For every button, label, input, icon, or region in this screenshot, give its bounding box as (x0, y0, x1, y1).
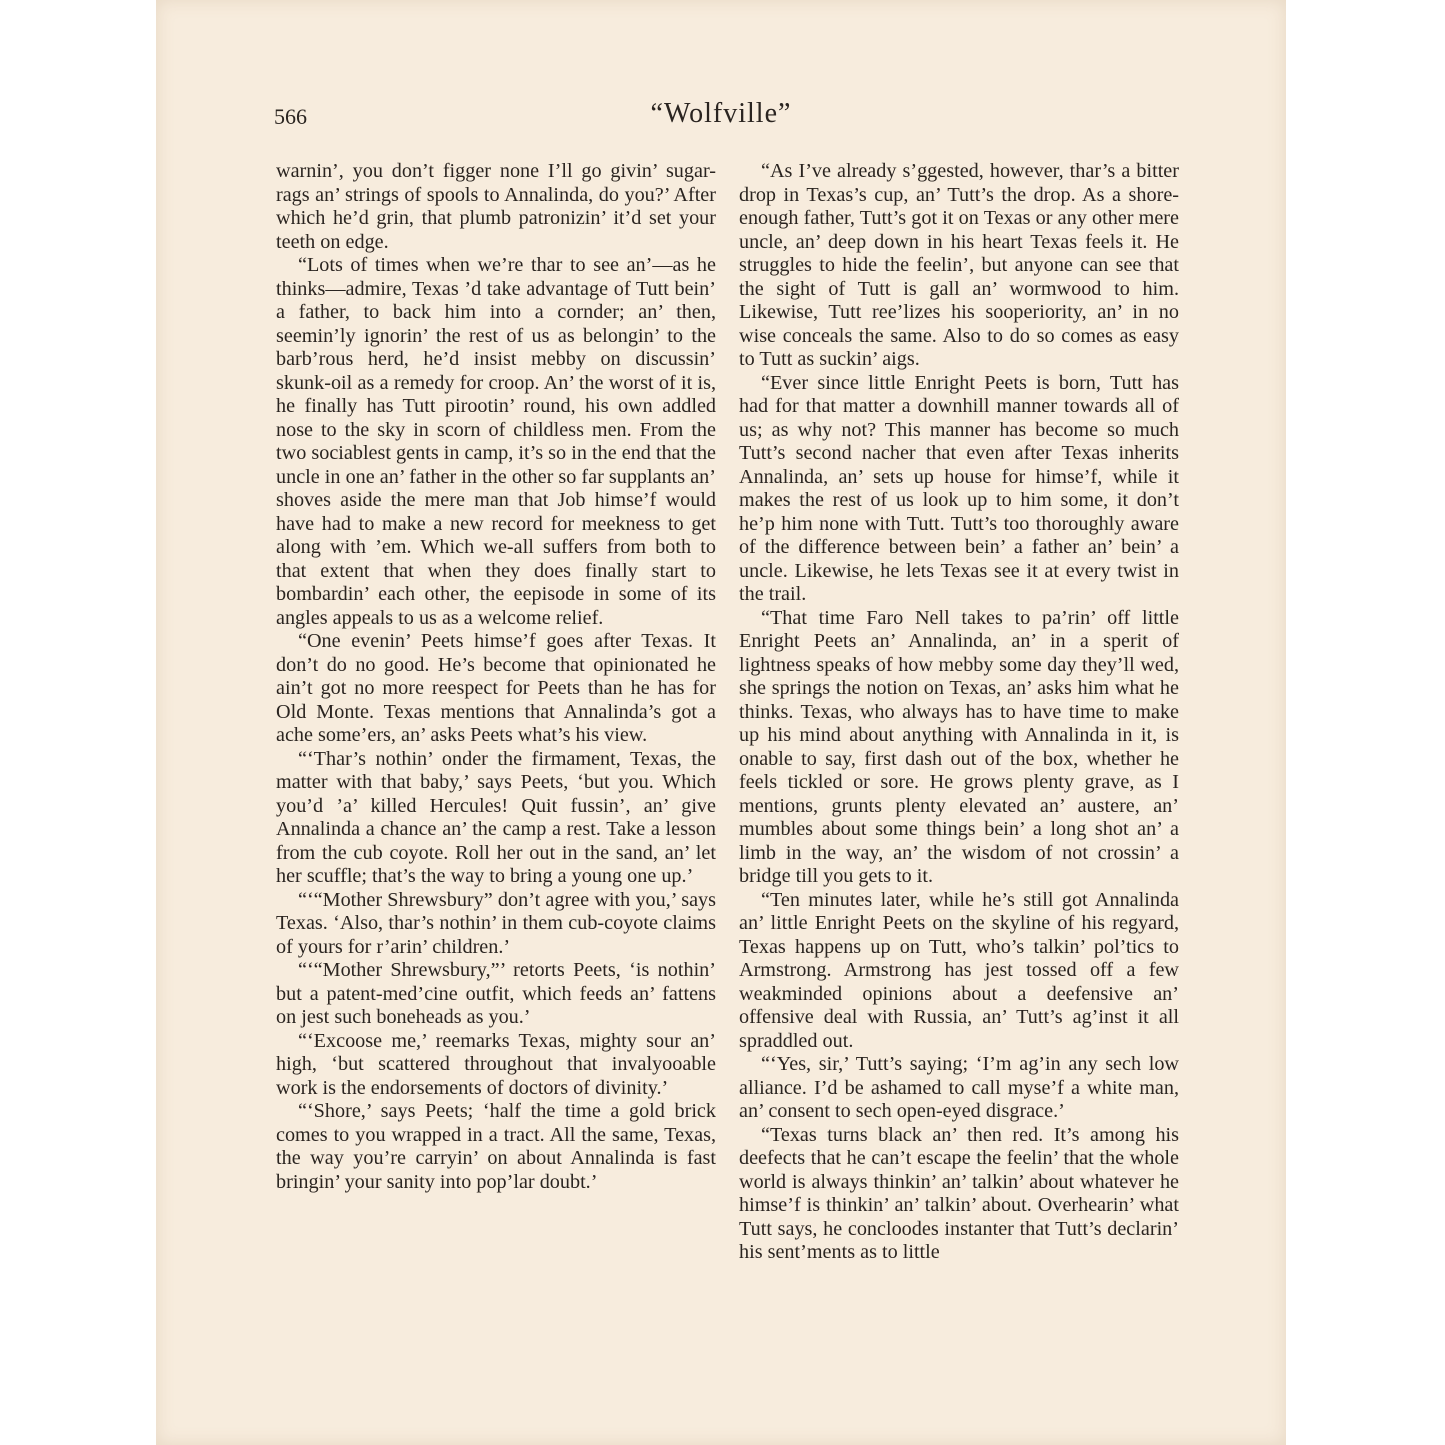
paragraph: “‘Yes, sir,’ Tutt’s saying; ‘I’m ag’in any sech low alliance. I’d be ashamed to call myse’f a white man, an’ consent to sech open-eyed disgrace.’ (739, 1053, 1179, 1122)
paragraph: “Ever since little Enright Peets is born, Tutt has had for that matter a downhill manner towards all of us; as why not? This manner has become so much Tutt’s second nacher that even after Texas inherits Annalinda, an’ sets up house for himse’f, while it makes the rest of us look up to him some, it don’t he’p him none with Tutt. Tutt’s too thoroughly aware of the difference between bein’ a father an’ bein’ a uncle. Likewise, he lets Texas see it at every twist in the trail. (739, 371, 1179, 605)
paragraph: “That time Faro Nell takes to pa’rin’ off little Enright Peets an’ Annalinda, an’ in a sperit of lightness speaks of how mebby some day they’ll wed, she springs the notion on Texas, an’ asks him what he thinks. Texas, who always has to have time to make up his mind about anything with Annalinda in it, is onable to say, first dash out of the box, whether he feels tickled or sore. He grows plenty grave, as I mentions, grunts plenty elevated an’ austere, an’ mumbles about some things bein’ a long shot an’ a limb in the way, an’ the wisdom of not crossin’ a bridge till you gets to it. (739, 606, 1179, 887)
running-title: “Wolfville” (650, 98, 792, 129)
paragraph: warnin’, you don’t figger none I’ll go givin’ sugar-rags an’ strings of spools to Annalinda, do you?’ After which he’d grin, that plumb patronizin’ it’d set your teeth on edge. (276, 160, 716, 253)
paragraph: “Texas turns black an’ then red. It’s among his deefects that he can’t escape the feelin’ that the whole world is always thinkin’ an’ talkin’ about whatever he himse’f is thinkin’ an’ talkin’ about. Overhearin’ what Tutt says, he concloodes instanter that Tutt’s declarin’ his sent’ments as to little (739, 1123, 1179, 1263)
paragraph: “‘“Mother Shrewsbury” don’t agree with you,’ says Texas. ‘Also, thar’s nothin’ in them cub-coyote claims of yours for r’arin’ children.’ (276, 888, 716, 958)
book-page (156, 0, 1286, 1445)
page-number: 566 (274, 104, 307, 129)
paragraph: “‘“Mother Shrewsbury,”’ retorts Peets, ‘is nothin’ but a patent-med’cine outfit, which feeds an’ fattens on jest such boneheads as you.’ (276, 959, 716, 1028)
right-column (739, 160, 1179, 1265)
left-column (276, 160, 716, 1194)
paragraph: “As I’ve already s’ggested, however, thar’s a bitter drop in Texas’s cup, an’ Tutt’s the drop. As a shore-enough father, Tutt’s got it on Texas or any other mere uncle, an’ deep down in his heart Texas feels it. He struggles to hide the feelin’, but anyone can see that the sight of Tutt is gall an’ wormwood to him. Likewise, Tutt ree’lizes his sooperiority, an’ in no wise conceals the same. Also to do so comes as easy to Tutt as suckin’ aigs. (739, 160, 1179, 370)
paragraph: “‘Shore,’ says Peets; ‘half the time a gold brick comes to you wrapped in a tract. All the same, Texas, the way you’re carryin’ on about Annalinda is fast bringin’ your sanity into pop’lar doubt.’ (276, 1100, 716, 1193)
paragraph: “‘Thar’s nothin’ onder the firmament, Texas, the matter with that baby,’ says Peets, ‘but you. Which you’d ’a’ killed Hercules! Quit fussin’, an’ give Annalinda a chance an’ the camp a rest. Take a lesson from the cub coyote. Roll her out in the sand, an’ let her scuffle; that’s the way to bring a young one up.’ (276, 747, 716, 887)
paragraph: “Ten minutes later, while he’s still got Annalinda an’ little Enright Peets on the skyline of his regyard, Texas happens up on Tutt, who’s talkin’ pol’tics to Armstrong. Armstrong has jest tossed off a few weakminded opinions about a deefensive an’ offensive deal with Russia, an’ Tutt’s ag’inst it all spraddled out. (739, 888, 1179, 1052)
paragraph: “Lots of times when we’re thar to see an’—as he thinks—admire, Texas ’d take advantage of Tutt bein’ a father, to back him into a cornder; an’ then, seemin’ly ignorin’ the rest of us as belongin’ to the barb’rous herd, he’d insist mebby on discussin’ skunk-oil as a remedy for croop. An’ the worst of it is, he finally has Tutt pirootin’ round, his own addled nose to the sky in scorn of childless men. From the two sociablest gents in camp, it’s so in the end that the uncle in one an’ father in the other so far supplants an’ shoves aside the mere man that Job himse’f would have had to make a new record for meekness to get along with ’em. Which we-all suffers from both to that extent that when they does finally start to bombardin’ each other, the eepisode in some of its angles appeals to us as a welcome relief. (276, 254, 716, 629)
paragraph: “‘Excoose me,’ reemarks Texas, mighty sour an’ high, ‘but scattered throughout that invalyooable work is the endorsements of doctors of divinity.’ (276, 1029, 716, 1099)
paragraph: “One evenin’ Peets himse’f goes after Texas. It don’t do no good. He’s become that opinionated he ain’t got no more reespect for Peets than he has for Old Monte. Texas mentions that Annalinda’s got a ache some’ers, an’ asks Peets what’s his view. (276, 630, 716, 746)
